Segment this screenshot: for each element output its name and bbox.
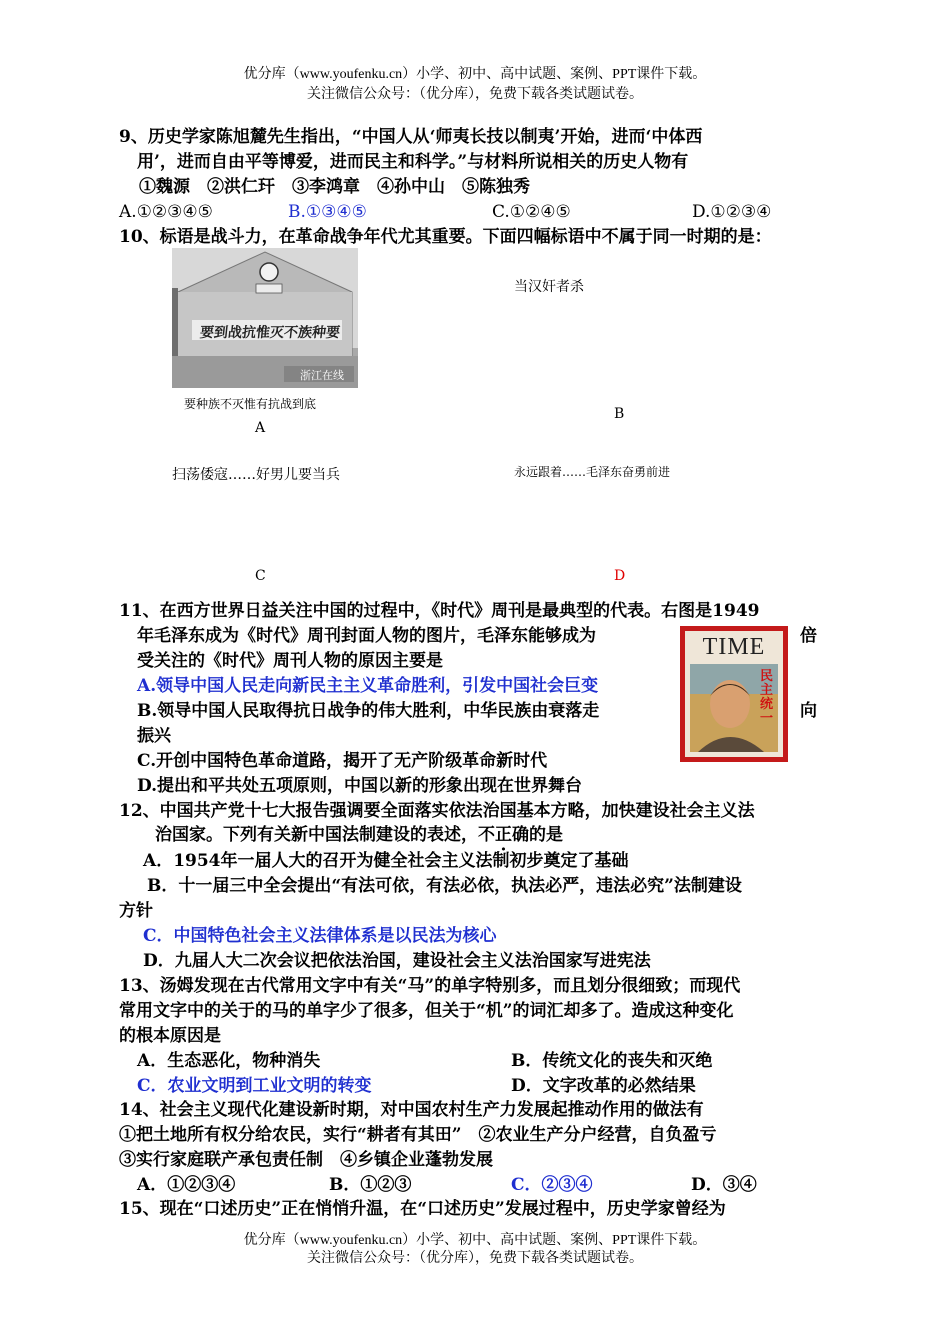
- q11-option-d: D.提出和平共处五项原则，中国以新的形象出现在世界舞台: [137, 776, 583, 796]
- q11-stem-line-2-end: 倍: [800, 626, 817, 646]
- caption-a: 要种族不灭惟有抗战到底: [184, 397, 317, 411]
- q12-stem-line-2-part1: 治国家。下列有关新中国法制建设的表述，: [155, 825, 478, 845]
- q11-option-b-cont: 振兴: [137, 726, 171, 746]
- time-title: TIME: [702, 634, 766, 660]
- caption-d: 永远跟着……毛泽东奋勇前进: [514, 465, 671, 479]
- q14-stem-line-1: 14、社会主义现代化建设新时期，对中国农村生产力发展起推动作用的做法有: [119, 1100, 704, 1120]
- q14-option-a: A．①②③④: [137, 1175, 236, 1195]
- q9-option-c: C.①②④⑤: [492, 202, 571, 222]
- caption-c: 扫荡倭寇……好男儿要当兵: [172, 467, 340, 483]
- time-magazine-cover: [680, 626, 788, 762]
- q14-option-b: B．①②③: [329, 1175, 412, 1195]
- q11-stem-line-2: 年毛泽东成为《时代》周刊封面人物的图片，毛泽东能够成为: [137, 626, 596, 646]
- q11-option-b-end: 向: [800, 701, 817, 721]
- q9-stem-line-3: ①魏源 ②洪仁玕 ③李鸿章 ④孙中山 ⑤陈独秀: [139, 177, 530, 197]
- label-c: C: [255, 568, 266, 584]
- q9-stem-line-1: 9、历史学家陈旭麓先生指出，“中国人从‘师夷长技以制夷’开始，进而‘中体西: [119, 127, 703, 147]
- photo-sign-text: 要到战抗惟灭不族种要: [199, 325, 341, 341]
- label-d: D: [614, 568, 626, 584]
- q13-option-a: A．生态恶化，物种消失: [137, 1051, 321, 1071]
- header-line-2: 关注微信公众号：（优分库），免费下载各类试题试卷。: [307, 87, 643, 102]
- q11-option-c: C.开创中国特色革命道路，揭开了无产阶级革命新时代: [137, 751, 548, 771]
- label-a: A: [255, 420, 266, 436]
- q9-stem-line-2: 用’，进而自由平等博爱，进而民主和科学。”与材料所说相关的历史人物有: [137, 152, 689, 172]
- header-line-1: 优分库（www.youfenku.cn）小学、初中、高中试题、案例、PPT课件下载。: [243, 67, 707, 82]
- slogan-photo-a: [172, 248, 358, 388]
- q13-stem-line-1: 13、汤姆发现在古代常用文字中有关“马”的单字特别多，而且划分很细致；而现代: [119, 976, 741, 996]
- caption-b: 当汉奸者杀: [514, 279, 584, 295]
- q15-stem-line-1: 15、现在“口述历史”正在悄悄升温，在“口述历史”发展过程中，历史学家曾经为: [119, 1199, 726, 1219]
- q13-option-b: B．传统文化的丧失和灭绝: [511, 1051, 713, 1071]
- q12-emphasis: 不正确: [478, 825, 529, 845]
- footer-line-2: 关注微信公众号：（优分库），免费下载各类试题试卷。: [307, 1251, 643, 1266]
- q13-option-c: C．农业文明到工业文明的转变: [137, 1076, 372, 1096]
- q12-stem-line-1: 12、中国共产党十七大报告强调要全面落实依法治国基本方略，加快建设社会主义法: [119, 801, 755, 821]
- q13-stem-line-3: 的根本原因是: [119, 1026, 221, 1046]
- photo-watermark: 浙江在线: [300, 369, 344, 382]
- q10-stem: 10、标语是战斗力，在革命战争年代尤其重要。下面四幅标语中不属于同一时期的是：: [119, 227, 772, 247]
- q14-option-c: C．②③④: [511, 1175, 593, 1195]
- q13-option-d: D．文字改革的必然结果: [511, 1076, 696, 1096]
- q12-option-a: A．1954年一届人大的召开为健全社会主义法制初步奠定了基础: [143, 851, 629, 871]
- q9-option-a: A.①②③④⑤: [119, 202, 213, 222]
- q11-stem-line-3: 受关注的《时代》周刊人物的原因主要是: [137, 651, 443, 671]
- footer-line-1: 优分库（www.youfenku.cn）小学、初中、高中试题、案例、PPT课件下载。: [243, 1233, 707, 1248]
- q11-stem-line-1: 11、在西方世界日益关注中国的过程中，《时代》周刊是最典型的代表。右图是1949: [119, 601, 760, 621]
- q9-option-b: B.①③④⑤: [288, 202, 367, 222]
- time-side-text: 民主统一: [760, 669, 774, 726]
- q13-stem-line-2: 常用文字中的关于的马的单字少了很多，但关于“机”的词汇却多了。造成这种变化: [119, 1001, 734, 1021]
- q12-option-c: C．中国特色社会主义法律体系是以民法为核心: [143, 926, 497, 946]
- q14-option-d: D．③④: [691, 1175, 757, 1195]
- q12-stem-line-2-part3: 的是: [529, 825, 563, 845]
- q11-option-b: B.领导中国人民取得抗日战争的伟大胜利，中华民族由衰落走: [137, 701, 600, 721]
- q12-option-b-cont: 方针: [119, 901, 153, 921]
- q9-option-d: D.①②③④: [692, 202, 772, 222]
- q11-option-a: A.领导中国人民走向新民主主义革命胜利，引发中国社会巨变: [137, 676, 599, 696]
- q12-stem-line-2: [155, 824, 563, 846]
- label-b: B: [614, 406, 625, 422]
- q14-stem-line-3: ③实行家庭联产承包责任制 ④乡镇企业蓬勃发展: [119, 1150, 493, 1170]
- q12-option-d: D．九届人大二次会议把依法治国，建设社会主义法治国家写进宪法: [143, 951, 651, 971]
- q12-option-b: B．十一届三中全会提出“有法可依，有法必依，执法必严，违法必究”法制建设: [147, 876, 742, 896]
- q14-stem-line-2: ①把土地所有权分给农民，实行“耕者有其田” ②农业生产分户经营，自负盈亏: [119, 1125, 717, 1145]
